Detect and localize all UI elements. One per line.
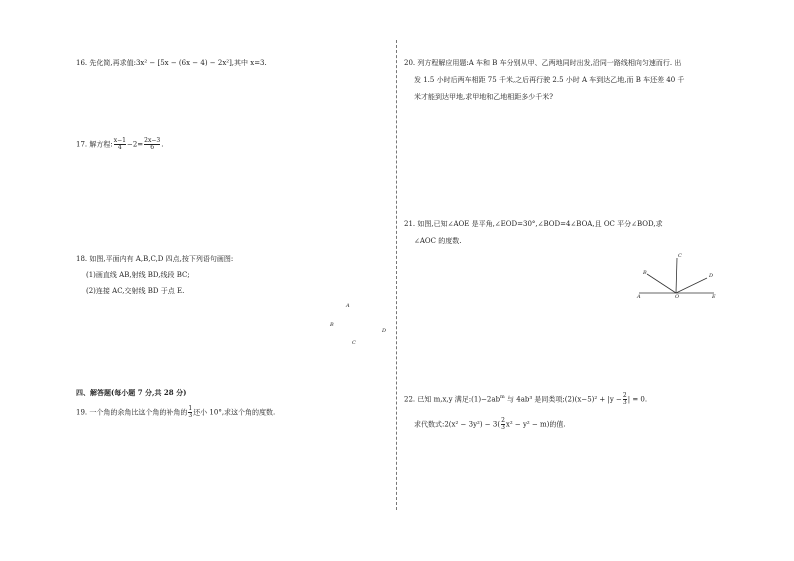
denominator: 4: [117, 144, 122, 151]
question-18-part-1: (1)画直线 AB,射线 BD,线段 BC;: [86, 271, 190, 279]
ray-oc: [676, 258, 677, 293]
question-17-prefix: 17. 解方程:: [76, 140, 113, 149]
question-18-part-2: (2)连接 AC,交射线 BD 于点 E.: [86, 287, 185, 295]
ray-ob: [647, 274, 676, 293]
numerator: x−1: [113, 137, 126, 144]
figure-label-a: A: [637, 294, 641, 300]
figure-label-e: E: [712, 294, 716, 300]
section-heading-4: 四、解答题(每小题 7 分,共 28 分): [76, 388, 187, 397]
question-19-suffix: 还小 10°,求这个角的度数.: [193, 408, 276, 417]
point-a-label: A: [346, 303, 350, 309]
question-22-suffix: | = 0.: [627, 395, 648, 404]
question-20-line-3: 米才能到达甲地,求甲地和乙地相距多少千米?: [414, 93, 553, 101]
numerator: 1: [188, 405, 193, 412]
numerator: 2: [622, 392, 627, 399]
question-20-line-1: 20. 列方程解应用题:A 车和 B 车分别从甲、乙两地同时出发,沿同一路线相向匀速而行. 出: [404, 59, 682, 67]
question-21-line-2: ∠AOC 的度数.: [414, 237, 462, 245]
denominator: 3: [622, 399, 627, 406]
question-22-line-1: 22. 已知 m,x,y 满足$:(1)-2ab^m$ 与 4ab³ 是同类项;(2)(x−5)² + |y − $\frac{2}{3}$ | = 0.: [404, 392, 648, 406]
expression-suffix: x² − y² − m)的值.: [505, 420, 566, 429]
point-c-label: C: [352, 340, 356, 346]
ray-od: [676, 278, 707, 293]
point-d-label: D: [382, 328, 387, 334]
fraction: [623, 393, 627, 406]
question-18: 18. 如图,平面内有 A,B,C,D 四点,按下列语句画图:: [76, 255, 234, 263]
question-17: [76, 138, 163, 151]
question-20-line-2: 发 1.5 小时后两车相距 75 千米,之后再行驶 2.5 小时 A 车到达乙地,而 B 车还差 40 千: [414, 76, 685, 84]
denominator: 3: [501, 424, 505, 431]
question-19-prefix: 19. 一个角的余角比这个角的补角的: [76, 408, 188, 417]
column-divider: [396, 40, 397, 510]
expression-prefix: 求代数式:2(x² − 3y²) − 3(: [414, 420, 501, 429]
denominator: 6: [150, 144, 155, 151]
figure-label-d: D: [709, 273, 714, 279]
question-16: 16. 先化简,再求值:3x² − [5x − (6x − 4) − 2x²],其中 x=3.: [76, 59, 267, 67]
fraction: [144, 138, 160, 151]
numerator: 2: [501, 417, 505, 424]
question-21-line-1: 21. 如图,已知∠AOE 是平角,∠EOD=30°,∠BOD=4∠BOA,且 OC 平分∠BOD,求: [404, 220, 663, 228]
question-17-mid: −2=: [126, 140, 144, 149]
fraction: [188, 406, 192, 419]
figure-label-o: O: [675, 294, 680, 300]
fraction: [501, 418, 505, 431]
question-22-prefix: 22. 已知 m,x,y 满足:(1)−2ab: [404, 395, 501, 404]
point-b-label: B: [330, 322, 334, 328]
denominator: 3: [188, 412, 193, 419]
question-17-suffix: .: [161, 140, 164, 149]
question-19: [76, 406, 275, 419]
fraction: [114, 138, 126, 151]
figure-label-b: B: [643, 270, 647, 276]
question-22-mid: 与 4ab³ 是同类项;(2)(x−5)² + |y −: [504, 395, 622, 404]
figure-label-c: C: [678, 253, 682, 259]
question-22-line-2: [414, 418, 566, 431]
numerator: 2x−3: [144, 137, 161, 144]
